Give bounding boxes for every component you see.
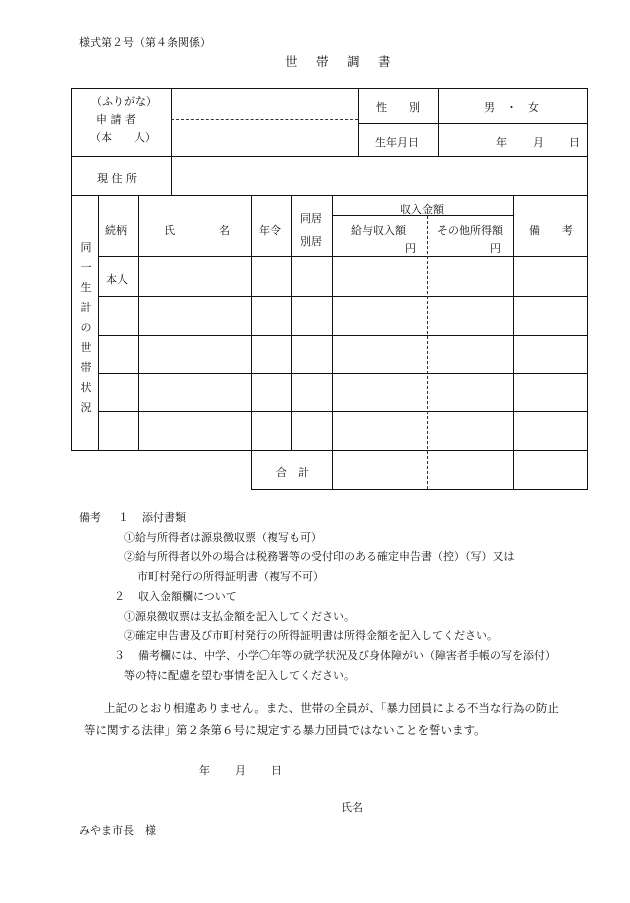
name-label: 氏名 (341, 801, 363, 814)
gender-options[interactable]: 男 ・ 女 (484, 101, 539, 114)
furigana-field[interactable] (175, 92, 355, 116)
note-number: ２ (114, 589, 125, 603)
applicant-name-field[interactable] (175, 123, 355, 153)
notes-heading: 備考 (79, 511, 101, 524)
header-salary-income: 給与収入額 (351, 224, 406, 237)
addressee: みやま市長 様 (79, 824, 156, 837)
header-other-income: その他所得額 (437, 224, 503, 237)
notes-section (79, 508, 556, 685)
header-remarks: 備 考 (529, 224, 573, 237)
document-title: 世 帯 調 書 (285, 54, 394, 69)
form-number: 様式第２号（第４条関係） (79, 36, 211, 49)
birthdate-year: 年 (496, 136, 507, 149)
address-label: 現 住 所 (97, 172, 137, 185)
note-text: ①源泉徴収票は支払金額を記入してください。 (124, 609, 355, 623)
birthdate-month: 月 (533, 136, 544, 149)
signature-name-field[interactable] (372, 793, 582, 815)
note-text: ②確定申告書及び市町村発行の所得証明書は所得金額を記入してください。 (124, 629, 498, 643)
address-field[interactable] (175, 160, 583, 192)
note-text: 市町村発行の所得証明書（複写不可） (137, 570, 324, 584)
note-title: 収入金額欄について (138, 589, 237, 603)
note-number: １ (118, 511, 129, 524)
date-month: 月 (235, 764, 246, 777)
household-side-label: 同一生計の世帯状況 (80, 241, 92, 414)
date-year: 年 (199, 764, 210, 777)
declaration-line-2: 等に関する法律」第２条第６号に規定する暴力団員ではないことを誓います。 (84, 723, 486, 737)
declaration-line-1: 上記のとおり相違ありません。また、世帯の全員が、「暴力団員による不当な行為の防止 (104, 701, 559, 715)
note-text: ②給与所得者以外の場合は税務署等の受付印のある確定申告書（控）（写）又は (124, 550, 515, 564)
total-label: 合 計 (276, 466, 309, 479)
note-text: 等の特に配慮を望む事情を記入してください。 (124, 668, 355, 682)
header-income-amount: 収入金額 (400, 203, 444, 216)
gender-label: 性 別 (376, 101, 420, 114)
header-relation: 続柄 (105, 224, 127, 237)
header-cohabit: 同居 (300, 212, 322, 225)
yen-unit-other: 円 (490, 242, 501, 255)
self-label: （本 人） (90, 131, 156, 144)
header-age: 年令 (259, 224, 281, 237)
applicant-label: 申 請 者 (96, 113, 136, 126)
row-relation: 本人 (106, 273, 128, 286)
birthdate-label: 生年月日 (375, 136, 419, 149)
birthdate-day: 日 (569, 136, 580, 149)
yen-unit-salary: 円 (405, 242, 416, 255)
header-name: 氏 名 (164, 224, 230, 237)
header-separate: 別居 (300, 235, 322, 248)
furigana-label: （ふりがな） (91, 95, 157, 108)
note-text: 備考欄には、中学、小学〇年等の就学状況及び身体障がい（障害者手帳の写を添付） (138, 648, 556, 662)
date-day: 日 (271, 764, 282, 777)
note-number: ３ (114, 648, 125, 662)
note-text: ①給与所得者は源泉徴収票（複写も可） (124, 530, 322, 544)
note-title: 添付書類 (142, 511, 186, 524)
